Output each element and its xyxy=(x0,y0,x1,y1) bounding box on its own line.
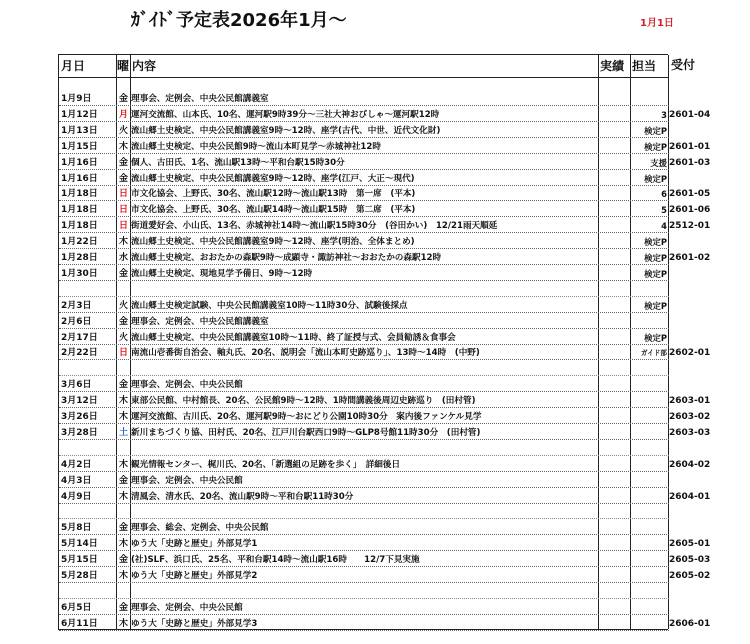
table-row xyxy=(59,204,669,217)
row-tanto xyxy=(631,395,667,407)
row-tanto xyxy=(631,475,667,487)
row-tanto xyxy=(631,411,667,423)
row-tanto xyxy=(631,506,667,518)
row-uketsuke xyxy=(669,268,747,280)
row-content xyxy=(131,586,597,598)
row-weekday xyxy=(117,284,130,296)
row-content xyxy=(131,506,597,518)
table-row xyxy=(59,347,669,360)
table-row xyxy=(59,459,669,472)
row-content: 運河交流館、古川氏、20名、運河駅9時～おにどり公園10時30分 案内後ファンケル見学 xyxy=(131,412,482,422)
table-header xyxy=(59,55,669,78)
row-weekday: 火 xyxy=(118,332,128,343)
page-title: ｶﾞｲﾄﾞ予定表2026年1月～ xyxy=(131,10,347,31)
row-weekday: 木 xyxy=(118,396,128,407)
row-content: ゆう大「史跡と歴史」外部見学1 xyxy=(131,539,258,550)
row-content: 理事会、定例会、中央公民館 xyxy=(131,380,243,391)
row-content: (社)SLF、浜口氏、25名、平和台駅14時～流山駅16時 12/7下見実施 xyxy=(131,555,420,566)
row-tanto xyxy=(631,554,667,566)
row-content xyxy=(131,443,597,455)
row-uketsuke: 2512-01 xyxy=(669,221,711,232)
table-row xyxy=(59,109,669,122)
row-date: 4月3日 xyxy=(61,475,92,486)
schedule-table xyxy=(58,54,668,630)
row-weekday: 木 xyxy=(118,412,128,422)
header-jisseki: 実績 xyxy=(600,59,625,73)
header-uketsuke: 受付 xyxy=(671,58,696,72)
row-content: 流山郷土史検定、中央公民館講義室9時～12時、座学(古代、中世、近代文化財) xyxy=(131,125,441,136)
row-tanto xyxy=(631,443,667,455)
row-tanto xyxy=(631,522,667,534)
row-date: 6月11日 xyxy=(61,618,98,629)
row-uketsuke: 2605-02 xyxy=(669,571,711,581)
row-date: 1月28日 xyxy=(61,253,98,263)
row-date: 1月9日 xyxy=(61,94,92,104)
row-tanto xyxy=(631,427,667,439)
row-uketsuke xyxy=(669,522,747,534)
row-uketsuke: 2601-03 xyxy=(669,157,711,168)
row-date: 3月28日 xyxy=(61,427,98,438)
row-tanto: 5 xyxy=(661,205,667,216)
row-date: 1月18日 xyxy=(61,189,98,200)
row-weekday: 金 xyxy=(118,173,128,184)
row-weekday: 月 xyxy=(118,109,128,120)
row-content xyxy=(131,284,597,296)
row-tanto xyxy=(631,379,667,391)
table-row xyxy=(59,411,669,424)
row-weekday: 金 xyxy=(118,94,128,104)
header-body: 内容 xyxy=(132,59,157,73)
table-row xyxy=(59,236,669,249)
row-date: 1月18日 xyxy=(61,205,98,216)
row-weekday: 金 xyxy=(118,380,128,391)
row-tanto: 検定P xyxy=(644,125,667,136)
spacer-row xyxy=(59,443,669,456)
row-content: 市文化協会、上野氏、30名、流山駅14時～流山駅15時 第二席 (平本) xyxy=(131,205,416,216)
row-weekday: 木 xyxy=(118,237,128,248)
row-uketsuke xyxy=(669,379,747,391)
table-row xyxy=(59,602,669,615)
table-row xyxy=(59,268,669,281)
row-uketsuke: 2601-02 xyxy=(669,253,711,263)
row-date: 1月18日 xyxy=(61,221,98,232)
table-row xyxy=(59,157,669,170)
row-date: 5月15日 xyxy=(61,555,98,566)
row-content: 理事会、定例会、中央公民館講義室 xyxy=(131,316,269,327)
row-content: 流山郷土史検定、中央公民館9時～流山本町見学～赤城神社12時 xyxy=(131,141,381,152)
row-weekday xyxy=(117,363,130,375)
row-tanto: 検定P xyxy=(644,300,667,311)
row-tanto xyxy=(631,602,667,614)
row-tanto xyxy=(631,363,667,375)
row-uketsuke xyxy=(669,602,747,614)
row-date xyxy=(61,506,117,518)
row-date: 2月3日 xyxy=(61,300,92,311)
table-row xyxy=(59,125,669,138)
table-row xyxy=(59,252,669,265)
row-content: 東部公民館、中村館長、20名、公民館9時～12時、1時間講義後周辺史跡巡り (田村管) xyxy=(131,396,476,407)
row-date: 1月22日 xyxy=(61,237,98,248)
table-row xyxy=(59,522,669,535)
row-weekday: 土 xyxy=(118,427,128,438)
row-tanto xyxy=(631,284,667,296)
row-date: 5月28日 xyxy=(61,571,98,581)
row-content: 理事会、定例会、中央公民館講義室 xyxy=(131,94,269,104)
row-uketsuke: 2603-01 xyxy=(669,396,711,407)
row-weekday: 金 xyxy=(118,555,128,566)
row-content: 街道愛好会、小山氏、13名、赤城神社14時～流山駅15時30分 (谷田かい) 12/21雨天順延 xyxy=(131,221,498,232)
table-row xyxy=(59,570,669,583)
row-date xyxy=(61,586,117,598)
row-content xyxy=(131,363,597,375)
row-weekday: 日 xyxy=(118,221,128,232)
table-row xyxy=(59,475,669,488)
row-date: 1月16日 xyxy=(61,173,98,184)
row-date: 1月15日 xyxy=(61,141,98,152)
row-content: 清風会、清水氏、20名、流山駅9時～平和台駅11時30分 xyxy=(131,491,354,502)
row-tanto: 検定P xyxy=(644,237,667,248)
row-uketsuke: 2604-01 xyxy=(669,491,711,502)
row-tanto: 4 xyxy=(661,221,667,232)
row-weekday: 日 xyxy=(118,189,128,200)
table-row xyxy=(59,554,669,567)
row-weekday: 金 xyxy=(118,523,128,534)
row-weekday xyxy=(117,506,130,518)
spacer-row xyxy=(59,586,669,599)
row-content: 個人、古田氏、1名、流山駅13時～平和台駅15時30分 xyxy=(131,157,345,168)
row-date: 2月6日 xyxy=(61,316,92,327)
row-tanto: 支援 xyxy=(650,157,667,168)
row-weekday: 金 xyxy=(118,475,128,486)
spacer-row xyxy=(59,284,669,297)
row-content: 運河交流館、山本氏、10名、運河駅9時39分～三社大神おびしゃ～運河駅12時 xyxy=(131,109,440,120)
row-uketsuke: 2601-05 xyxy=(669,189,711,200)
row-tanto: 3 xyxy=(661,109,667,120)
row-uketsuke xyxy=(669,506,747,518)
row-content: ゆう大「史跡と歴史」外部見学3 xyxy=(131,618,258,629)
row-tanto: 検定P xyxy=(644,332,667,343)
row-uketsuke: 2603-03 xyxy=(669,427,711,438)
row-uketsuke: 2604-02 xyxy=(669,459,711,470)
table-row xyxy=(59,188,669,201)
row-weekday xyxy=(117,586,130,598)
row-uketsuke xyxy=(669,236,747,248)
row-uketsuke: 2601-01 xyxy=(669,141,711,152)
row-content: ゆう大「史跡と歴史」外部見学2 xyxy=(131,571,258,581)
row-tanto xyxy=(631,93,667,105)
table-row xyxy=(59,427,669,440)
row-date xyxy=(61,284,117,296)
table-row xyxy=(59,173,669,186)
row-tanto xyxy=(631,618,667,630)
table-row xyxy=(59,332,669,345)
header-tanto: 担当 xyxy=(632,59,657,73)
row-date: 2月22日 xyxy=(61,348,98,359)
row-uketsuke xyxy=(669,332,747,344)
row-date: 5月8日 xyxy=(61,523,92,534)
row-uketsuke xyxy=(669,316,747,328)
row-content: 流山郷土史検定、中央公民館講義室10時～11時、終了証授与式、会員勧誘＆食事会 xyxy=(131,332,456,343)
row-content: 南流山壱番街自治会、軸丸氏、20名、説明会「流山本町史跡巡り」、13時～14時 (中野) xyxy=(131,348,480,359)
row-content: 流山郷土史検定、中央公民館講義室9時～12時、座学(江戸、大正～現代) xyxy=(131,173,415,184)
row-weekday: 金 xyxy=(118,602,128,613)
row-content: 流山郷土史検定、中央公民館講義室9時～12時、座学(明治、全体まとめ) xyxy=(131,237,415,248)
row-tanto xyxy=(631,316,667,328)
row-tanto xyxy=(631,586,667,598)
row-weekday: 木 xyxy=(118,618,128,629)
row-date: 4月9日 xyxy=(61,491,92,502)
header-dow: 曜 xyxy=(117,59,130,73)
row-date: 3月26日 xyxy=(61,412,98,422)
table-row xyxy=(59,220,669,233)
row-date: 1月12日 xyxy=(61,109,98,120)
row-uketsuke: 2602-01 xyxy=(669,348,711,359)
row-uketsuke: 2606-01 xyxy=(669,618,711,629)
row-weekday: 金 xyxy=(118,157,128,168)
row-weekday: 日 xyxy=(118,205,128,216)
row-content: 理事会、定例会、中央公民館 xyxy=(131,475,243,486)
row-date: 4月2日 xyxy=(61,459,92,470)
row-uketsuke xyxy=(669,300,747,312)
row-content: 理事会、定例会、中央公民館 xyxy=(131,602,243,613)
row-date: 3月6日 xyxy=(61,380,92,391)
row-tanto xyxy=(631,570,667,582)
row-content: 市文化協会、上野氏、30名、流山駅12時～流山駅13時 第一席 (平本) xyxy=(131,189,416,200)
row-content: 理事会、総会、定例会、中央公民館 xyxy=(131,523,269,534)
row-weekday: 金 xyxy=(118,268,128,279)
table-row xyxy=(59,141,669,154)
row-tanto xyxy=(631,491,667,503)
row-content: 観光情報センター、梶川氏、20名、「新選組の足跡を歩く」 詳細後日 xyxy=(131,459,401,470)
row-uketsuke xyxy=(669,475,747,487)
spacer-row xyxy=(59,363,669,376)
row-weekday: 木 xyxy=(118,539,128,550)
row-content: 流山郷土史検定試験、中央公民館講義室10時～11時30分、試験後採点 xyxy=(131,300,408,311)
table-row xyxy=(59,618,669,631)
row-tanto: 検定P xyxy=(644,268,667,279)
row-weekday: 火 xyxy=(118,125,128,136)
row-tanto: ガイド部 xyxy=(640,349,667,358)
row-uketsuke xyxy=(669,443,747,455)
row-date: 6月5日 xyxy=(61,602,92,613)
row-weekday: 日 xyxy=(118,348,128,359)
row-weekday: 木 xyxy=(118,459,128,470)
table-row xyxy=(59,538,669,551)
row-weekday: 火 xyxy=(118,300,128,311)
row-content: 流山郷土史検定、現地見学予備日、9時～12時 xyxy=(131,268,313,279)
row-tanto xyxy=(631,538,667,550)
table-row xyxy=(59,379,669,392)
table-row xyxy=(59,316,669,329)
row-weekday: 木 xyxy=(118,141,128,152)
spacer-row xyxy=(59,506,669,519)
row-tanto: 検定P xyxy=(644,173,667,184)
row-weekday xyxy=(117,443,130,455)
table-row xyxy=(59,300,669,313)
row-weekday: 木 xyxy=(118,491,128,502)
row-tanto: 6 xyxy=(661,189,667,200)
row-weekday: 水 xyxy=(118,253,128,263)
row-tanto: 検定P xyxy=(644,253,667,263)
row-date xyxy=(61,443,117,455)
header-date: 月日 xyxy=(61,59,86,73)
row-uketsuke xyxy=(669,173,747,185)
row-date: 1月13日 xyxy=(61,125,98,136)
row-uketsuke: 2605-01 xyxy=(669,539,711,550)
row-uketsuke xyxy=(669,586,747,598)
table-row xyxy=(59,395,669,408)
row-uketsuke: 2603-02 xyxy=(669,412,711,422)
row-date: 1月16日 xyxy=(61,157,98,168)
document-date: 1月1日 xyxy=(640,18,674,29)
row-content: 流山郷土史検定、おおたかの森駅9時～成顕寺・諏訪神社～おおたかの森駅12時 xyxy=(131,253,442,263)
row-uketsuke xyxy=(669,363,747,375)
table-row xyxy=(59,491,669,504)
row-date: 5月14日 xyxy=(61,539,98,550)
row-tanto xyxy=(631,459,667,471)
row-weekday: 金 xyxy=(118,316,128,327)
row-date xyxy=(61,363,117,375)
row-uketsuke: 2601-06 xyxy=(669,205,711,216)
table-row xyxy=(59,93,669,106)
row-uketsuke xyxy=(669,125,747,137)
row-date: 2月17日 xyxy=(61,332,98,343)
row-uketsuke xyxy=(669,93,747,105)
row-date: 1月30日 xyxy=(61,268,98,279)
row-date: 3月12日 xyxy=(61,396,98,407)
row-uketsuke xyxy=(669,284,747,296)
row-content: 新川まちづくり協、田村氏、20名、江戸川台駅西口9時～GLP8号館11時30分 (田村管) xyxy=(131,427,481,438)
row-uketsuke: 2601-04 xyxy=(669,109,711,120)
row-weekday: 木 xyxy=(118,571,128,581)
row-uketsuke: 2605-03 xyxy=(669,555,711,566)
row-tanto: 検定P xyxy=(644,141,667,152)
